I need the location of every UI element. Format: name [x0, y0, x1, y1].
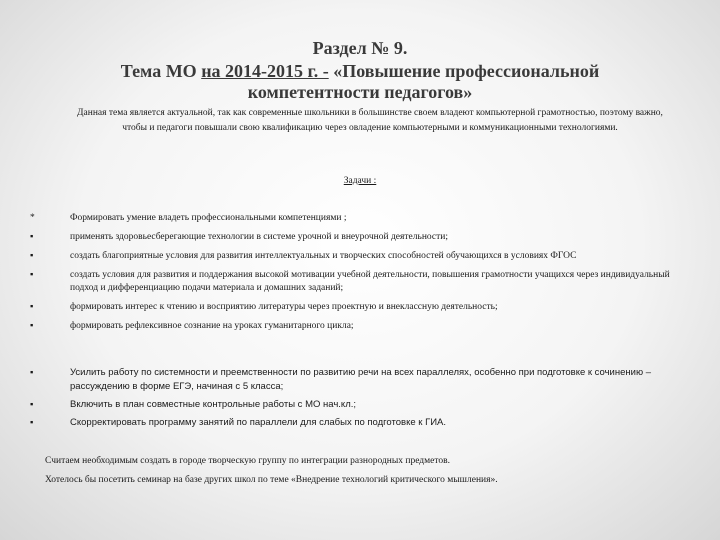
title-line-3: компетентности педагогов» — [247, 82, 473, 102]
task-text: создать условия для развития и поддержания высокой мотивации учебной деятельности, повышения грамотности учащихся через индивидуальный подход и дифференциацию подачи материала и домашних заданий; — [70, 270, 670, 293]
task-item — [30, 250, 680, 263]
title-line-2-suffix: «Повышение профессиональной — [328, 61, 600, 81]
task-item — [30, 212, 680, 225]
bullet-marker-icon: ▪ — [30, 302, 34, 312]
bullet-marker-icon: ▪ — [30, 232, 34, 242]
footer-line-2: Хотелось бы посетить семинар на базе других школ по теме «Внедрение технологий критического мышления». — [45, 475, 498, 485]
footer-notes — [45, 452, 685, 490]
topic-title — [40, 61, 680, 103]
task-item — [30, 231, 680, 244]
task-item — [30, 398, 680, 412]
title-line-2-years: на 2014-2015 г. - — [201, 61, 329, 81]
bullet-marker-icon: ▪ — [30, 399, 34, 410]
task-text: Скорректировать программу занятий по параллели для слабых по подготовке к ГИА. — [70, 417, 447, 428]
task-text: Усилить работу по системности и преемственности по развитию речи на всех параллелях, особенно при подготовке к сочинению – рассуждению в форме ЕГЭ, начиная с 5 класса; — [70, 367, 651, 392]
title-line-1: Раздел № 9. — [312, 38, 408, 58]
intro-paragraph: Данная тема является актуальной, так как современные школьники в большинстве своем владеют компьютерной грамотностью, поэтому важно, чтобы и педагоги повышали свою квалификацию через овладение компьютерными и коммуникационными технологиями. — [77, 108, 663, 133]
task-item — [30, 320, 680, 333]
task-text: Включить в план совместные контрольные работы с МО нач.кл.; — [70, 399, 357, 410]
bullet-marker-icon: ▪ — [30, 321, 34, 331]
task-text: применять здоровьесберегающие технологии в системе урочной и внеурочной деятельности; — [70, 232, 448, 242]
task-item — [30, 301, 680, 314]
bullet-marker-icon: ▪ — [30, 270, 34, 280]
task-item — [30, 269, 680, 295]
task-item — [30, 416, 680, 430]
tasks-list-1 — [30, 212, 680, 339]
tasks-heading: Задачи : — [343, 176, 377, 186]
section-title — [40, 38, 680, 59]
task-text: создать благоприятные условия для развития интеллектуальных и творческих способностей обучающихся в условиях ФГОС — [70, 251, 577, 261]
bullet-marker-icon: ▪ — [30, 367, 34, 378]
bullet-marker-icon: ▪ — [30, 251, 34, 261]
task-text: формировать интерес к чтению и восприятию литературы через проектную и внеклассную деятельность; — [70, 302, 498, 312]
task-text: формировать рефлексивное сознание на уроках гуманитарного цикла; — [70, 321, 354, 331]
title-line-2-prefix: Тема МО — [120, 61, 202, 81]
bullet-marker-icon: * — [30, 213, 35, 223]
task-text: Формировать умение владеть профессиональными компетенциями ; — [70, 213, 347, 223]
footer-line-1: Считаем необходимым создать в городе творческую группу по интеграции разнородных предметов. — [45, 456, 450, 466]
task-item — [30, 366, 680, 394]
tasks-list-2 — [30, 366, 680, 434]
title-line-2 — [40, 61, 680, 82]
bullet-marker-icon: ▪ — [30, 417, 34, 428]
